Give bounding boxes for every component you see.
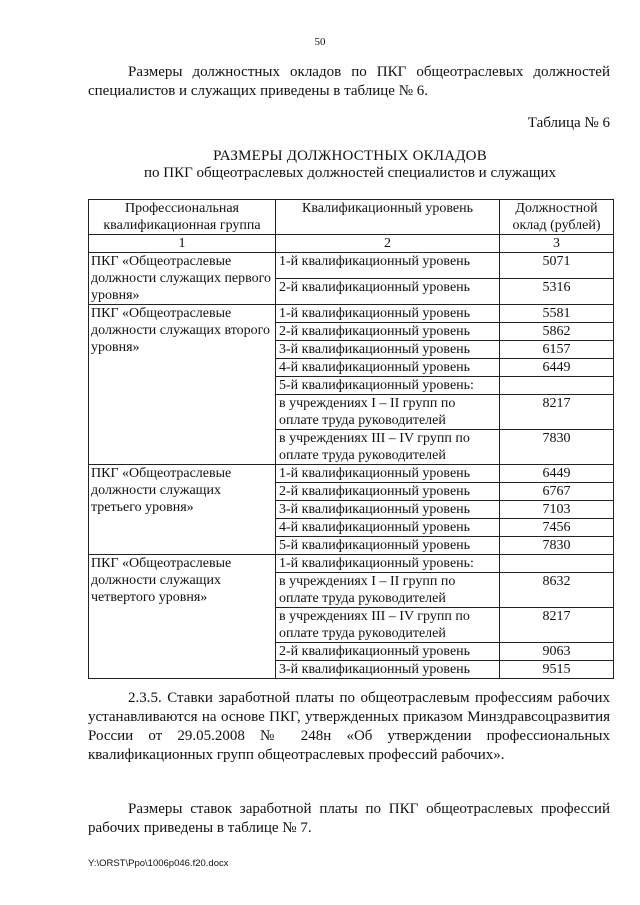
table-header-row (89, 200, 614, 235)
paragraph-table-7-ref: Размеры ставок заработной платы по ПКГ общеотраслевых профессий рабочих приведены в таблице № 7. (88, 801, 610, 836)
group-name-cell: ПКГ «Общеотраслевые должности служащих третьего уровня» (89, 465, 276, 555)
salary-cell: 5071 (500, 253, 614, 279)
group-name-cell: ПКГ «Общеотраслевые должности служащих первого уровня» (89, 253, 276, 305)
salary-cell: 6449 (500, 359, 614, 377)
level-cell: 3-й квалификационный уровень (276, 501, 500, 519)
level-cell: 2-й квалификационный уровень (276, 483, 500, 501)
salary-cell: 8632 (500, 573, 614, 608)
level-cell: в учреждениях I – II групп по оплате труда руководителей (276, 395, 500, 430)
salary-cell: 5862 (500, 323, 614, 341)
table-row (89, 555, 614, 573)
salary-cell: 7456 (500, 519, 614, 537)
level-cell: 3-й квалификационный уровень (276, 341, 500, 359)
salary-cell: 6449 (500, 465, 614, 483)
salary-table (88, 199, 614, 679)
level-cell: 2-й квалификационный уровень (276, 323, 500, 341)
level-cell: 4-й квалификационный уровень (276, 519, 500, 537)
salary-cell: 8217 (500, 395, 614, 430)
header-group: Профессиональная квалификационная группа (89, 200, 276, 235)
table-subtitle: по ПКГ общеотраслевых должностей специалистов и служащих (144, 165, 556, 181)
salary-cell: 6767 (500, 483, 614, 501)
table-title (0, 148, 640, 165)
level-cell: 2-й квалификационный уровень (276, 279, 500, 305)
group-name-cell: ПКГ «Общеотраслевые должности служащих второго уровня» (89, 305, 276, 465)
header-salary: Должностной оклад (рублей) (500, 200, 614, 235)
table-title-text: РАЗМЕРЫ ДОЛЖНОСТНЫХ ОКЛАДОВ (213, 148, 487, 164)
table-row (89, 253, 614, 279)
level-cell: 3-й квалификационный уровень (276, 661, 500, 679)
level-cell: 4-й квалификационный уровень (276, 359, 500, 377)
level-cell: в учреждениях I – II групп по оплате труда руководителей (276, 573, 500, 608)
salary-cell: 9063 (500, 643, 614, 661)
intro-paragraph: Размеры должностных окладов по ПКГ общеотраслевых должностей специалистов и служащих приведены в таблице № 6. (88, 64, 610, 99)
salary-cell: 8217 (500, 608, 614, 643)
column-number: 3 (500, 235, 614, 253)
level-cell: 5-й квалификационный уровень: (276, 377, 500, 395)
salary-cell: 5581 (500, 305, 614, 323)
salary-cell: 7830 (500, 537, 614, 555)
table-row (89, 305, 614, 323)
level-cell: в учреждениях III – IV групп по оплате труда руководителей (276, 608, 500, 643)
column-number: 2 (276, 235, 500, 253)
column-number: 1 (89, 235, 276, 253)
level-cell: в учреждениях III – IV групп по оплате труда руководителей (276, 430, 500, 465)
table-caption: Таблица № 6 (527, 115, 610, 131)
level-cell: 2-й квалификационный уровень (276, 643, 500, 661)
salary-cell (500, 555, 614, 573)
level-cell: 1-й квалификационный уровень (276, 305, 500, 323)
header-level: Квалификационный уровень (276, 200, 500, 235)
table-row (89, 465, 614, 483)
page-number: 50 (314, 36, 326, 48)
group-name-cell: ПКГ «Общеотраслевые должности служащих четвертого уровня» (89, 555, 276, 679)
salary-cell (500, 377, 614, 395)
salary-cell: 9515 (500, 661, 614, 679)
paragraph-2-3-5: 2.3.5. Ставки заработной платы по общеотраслевым профессиям рабочих устанавливаются на основе ПКГ, утвержденных приказом Минздравсоцразвития России от 29.05.2008 № 248н «Об утверждении профессиональных квалификационных групп общеотраслевых профессий рабочих». (88, 690, 610, 763)
salary-cell: 7103 (500, 501, 614, 519)
level-cell: 5-й квалификационный уровень (276, 537, 500, 555)
level-cell: 1-й квалификационный уровень: (276, 555, 500, 573)
salary-cell: 5316 (500, 279, 614, 305)
salary-cell: 6157 (500, 341, 614, 359)
footer-file-path: Y:\ORST\Ppo\1006p046.f20.docx (88, 858, 229, 869)
salary-cell: 7830 (500, 430, 614, 465)
level-cell: 1-й квалификационный уровень (276, 253, 500, 279)
table-column-numbers-row (89, 235, 614, 253)
table-body (89, 253, 614, 679)
level-cell: 1-й квалификационный уровень (276, 465, 500, 483)
